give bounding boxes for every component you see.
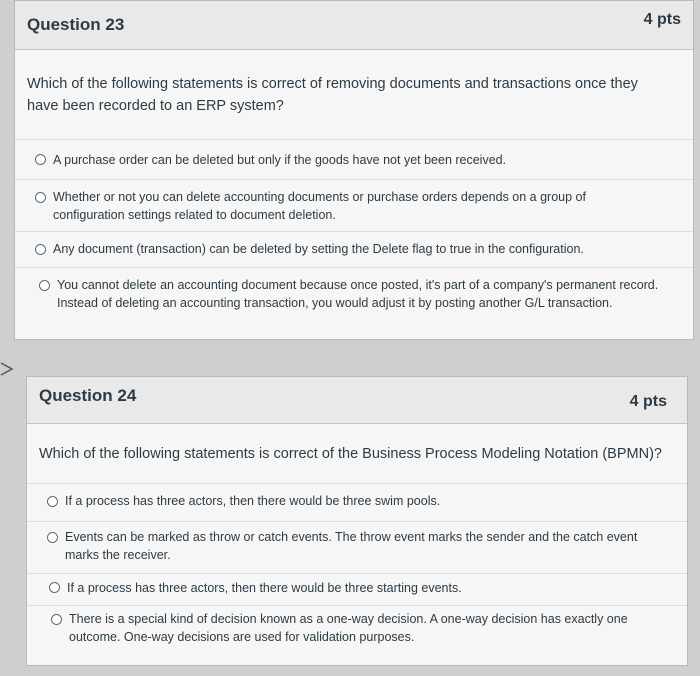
question-title: Question 24 <box>39 386 137 405</box>
question-card-24 <box>26 376 688 666</box>
question-header <box>15 1 693 50</box>
radio-button[interactable] <box>49 582 60 593</box>
answer-label[interactable]: You cannot delete an accounting document because once posted, it's part of a company's permanent record. Instead of deleting an accounting transaction, you would adjust it by posting another G/L transaction. <box>57 278 659 310</box>
question-title: Question 23 <box>27 15 125 34</box>
answer-option[interactable] <box>15 179 693 231</box>
answer-label[interactable]: If a process has three actors, then there would be three swim pools. <box>65 494 441 508</box>
radio-button[interactable] <box>35 244 46 255</box>
answer-option[interactable] <box>27 605 687 661</box>
question-points: 4 pts <box>643 11 681 28</box>
answer-option[interactable] <box>15 231 693 267</box>
question-card-23 <box>14 0 694 340</box>
radio-button[interactable] <box>47 532 58 543</box>
radio-button[interactable] <box>39 280 50 291</box>
question-text: Which of the following statements is correct of the Business Process Modeling Notation (BPMN)? <box>39 446 662 462</box>
answer-label[interactable]: Any document (transaction) can be deleted by setting the Delete flag to true in the configuration. <box>53 242 584 256</box>
answer-option[interactable] <box>27 521 687 573</box>
question-points: 4 pts <box>629 393 667 410</box>
answer-label[interactable]: There is a special kind of decision known as a one-way decision. A one-way decision has exactly one outcome. One-way decisions are used for validation purposes. <box>69 612 628 644</box>
answer-option[interactable] <box>15 267 693 327</box>
question-text: Which of the following statements is correct of removing documents and transactions once they have been recorded to an ERP system? <box>27 76 638 114</box>
answer-label[interactable]: A purchase order can be deleted but only if the goods have not yet been received. <box>53 153 507 167</box>
answer-option[interactable] <box>27 483 687 521</box>
answer-label[interactable]: If a process has three actors, then there would be three starting events. <box>67 581 462 595</box>
question-header <box>27 377 687 424</box>
radio-button[interactable] <box>35 192 46 203</box>
radio-button[interactable] <box>51 614 62 625</box>
answer-option[interactable] <box>27 573 687 605</box>
answer-label[interactable]: Events can be marked as throw or catch events. The throw event marks the sender and the catch event marks the receiver. <box>65 530 638 562</box>
radio-button[interactable] <box>35 154 46 165</box>
question-marker-arrow-icon <box>0 362 14 376</box>
answer-option[interactable] <box>15 139 693 179</box>
answer-label[interactable]: Whether or not you can delete accounting documents or purchase orders depends on a group of configuration settings related to document deletion. <box>53 190 586 222</box>
radio-button[interactable] <box>47 496 58 507</box>
